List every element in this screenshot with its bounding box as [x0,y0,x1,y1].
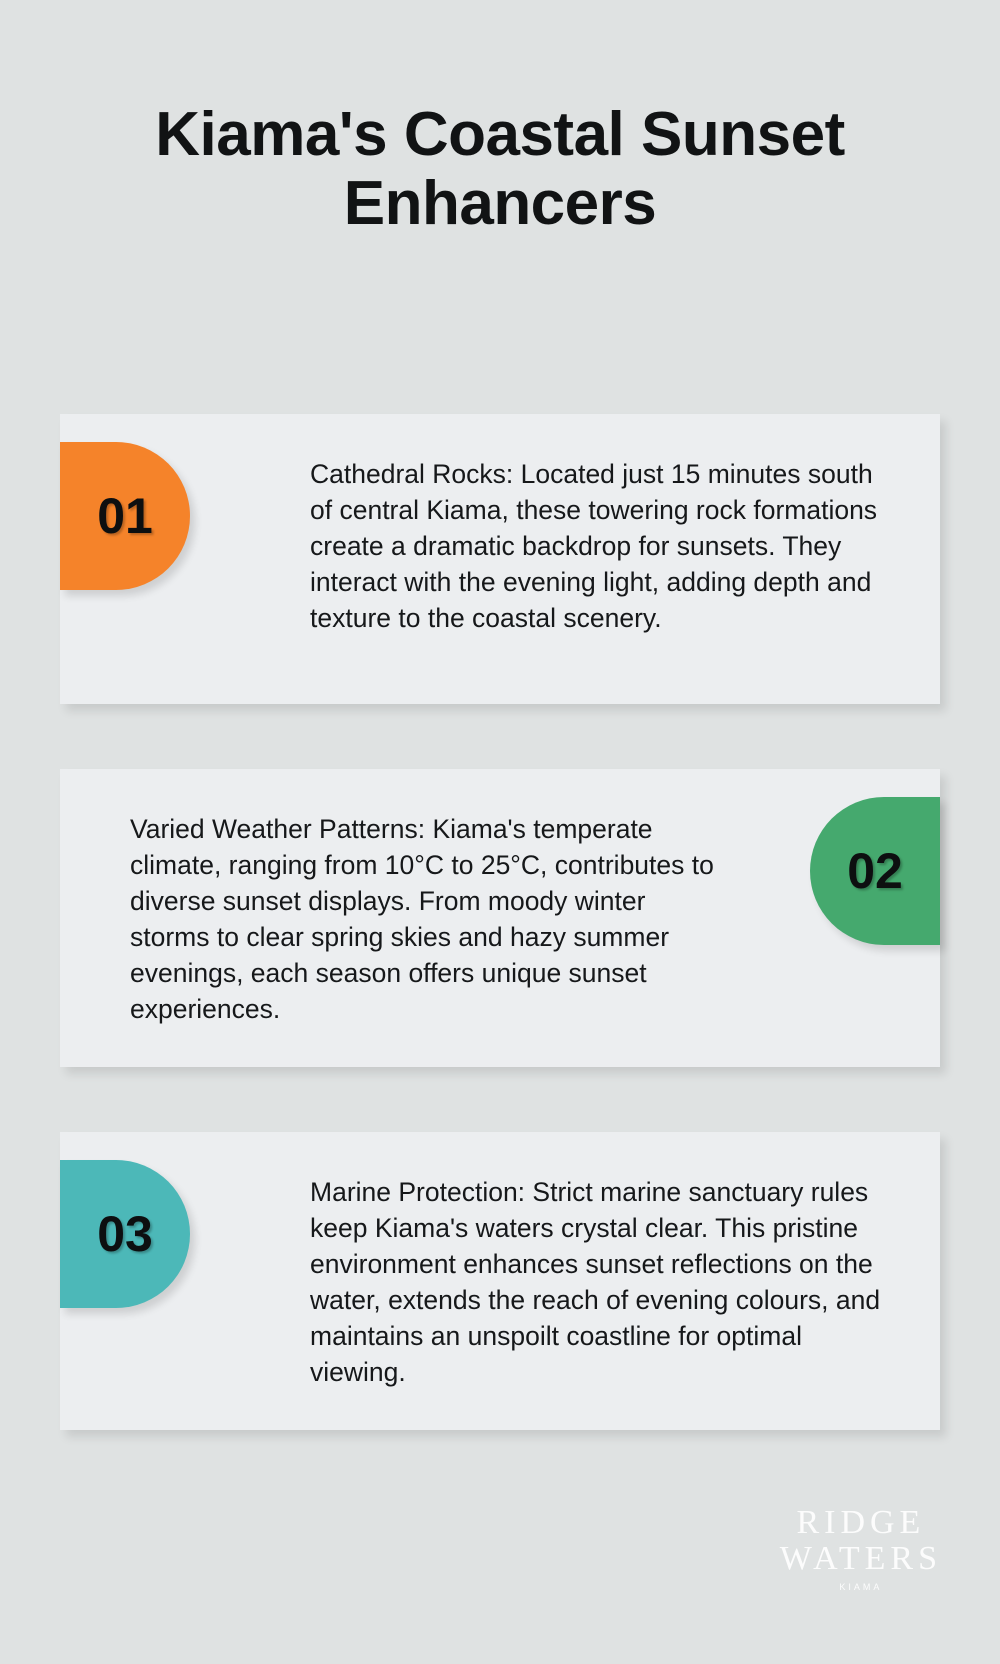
logo-line-3: KIAMA [839,1582,883,1592]
step-number: 01 [97,488,153,544]
logo-line-2: WATERS [779,1540,942,1578]
step-badge-02 [810,797,940,945]
card-list [0,414,1000,1495]
card-body-text: Varied Weather Patterns: Kiama's temperate climate, ranging from 10°C to 25°C, contributes to diverse sunset displays. From moody winter storms to clear spring skies and hazy summer evenings, each season offers unique sunset experiences. [130,814,714,1025]
list-item [60,414,940,704]
card-body-text: Cathedral Rocks: Located just 15 minutes south of central Kiama, these towering rock formations create a dramatic backdrop for sunsets. They interact with the evening light, adding depth and texture to the coastal scenery. [310,459,878,634]
card-body-text: Marine Protection: Strict marine sanctuary rules keep Kiama's waters crystal clear. This pristine environment enhances sunset reflections on the water, extends the reach of evening colours, and maintains an unspoilt coastline for optimal viewing. [310,1177,881,1388]
step-number: 03 [97,1206,153,1263]
logo-line-1: RIDGE [796,1503,926,1541]
list-item [60,1132,940,1430]
step-badge-03 [60,1160,190,1308]
step-number: 02 [847,843,903,899]
page-title: Kiama's Coastal Sunset Enhancers [155,100,845,239]
brand-logo [780,1505,942,1592]
list-item [60,769,940,1067]
step-badge-01 [60,442,190,590]
